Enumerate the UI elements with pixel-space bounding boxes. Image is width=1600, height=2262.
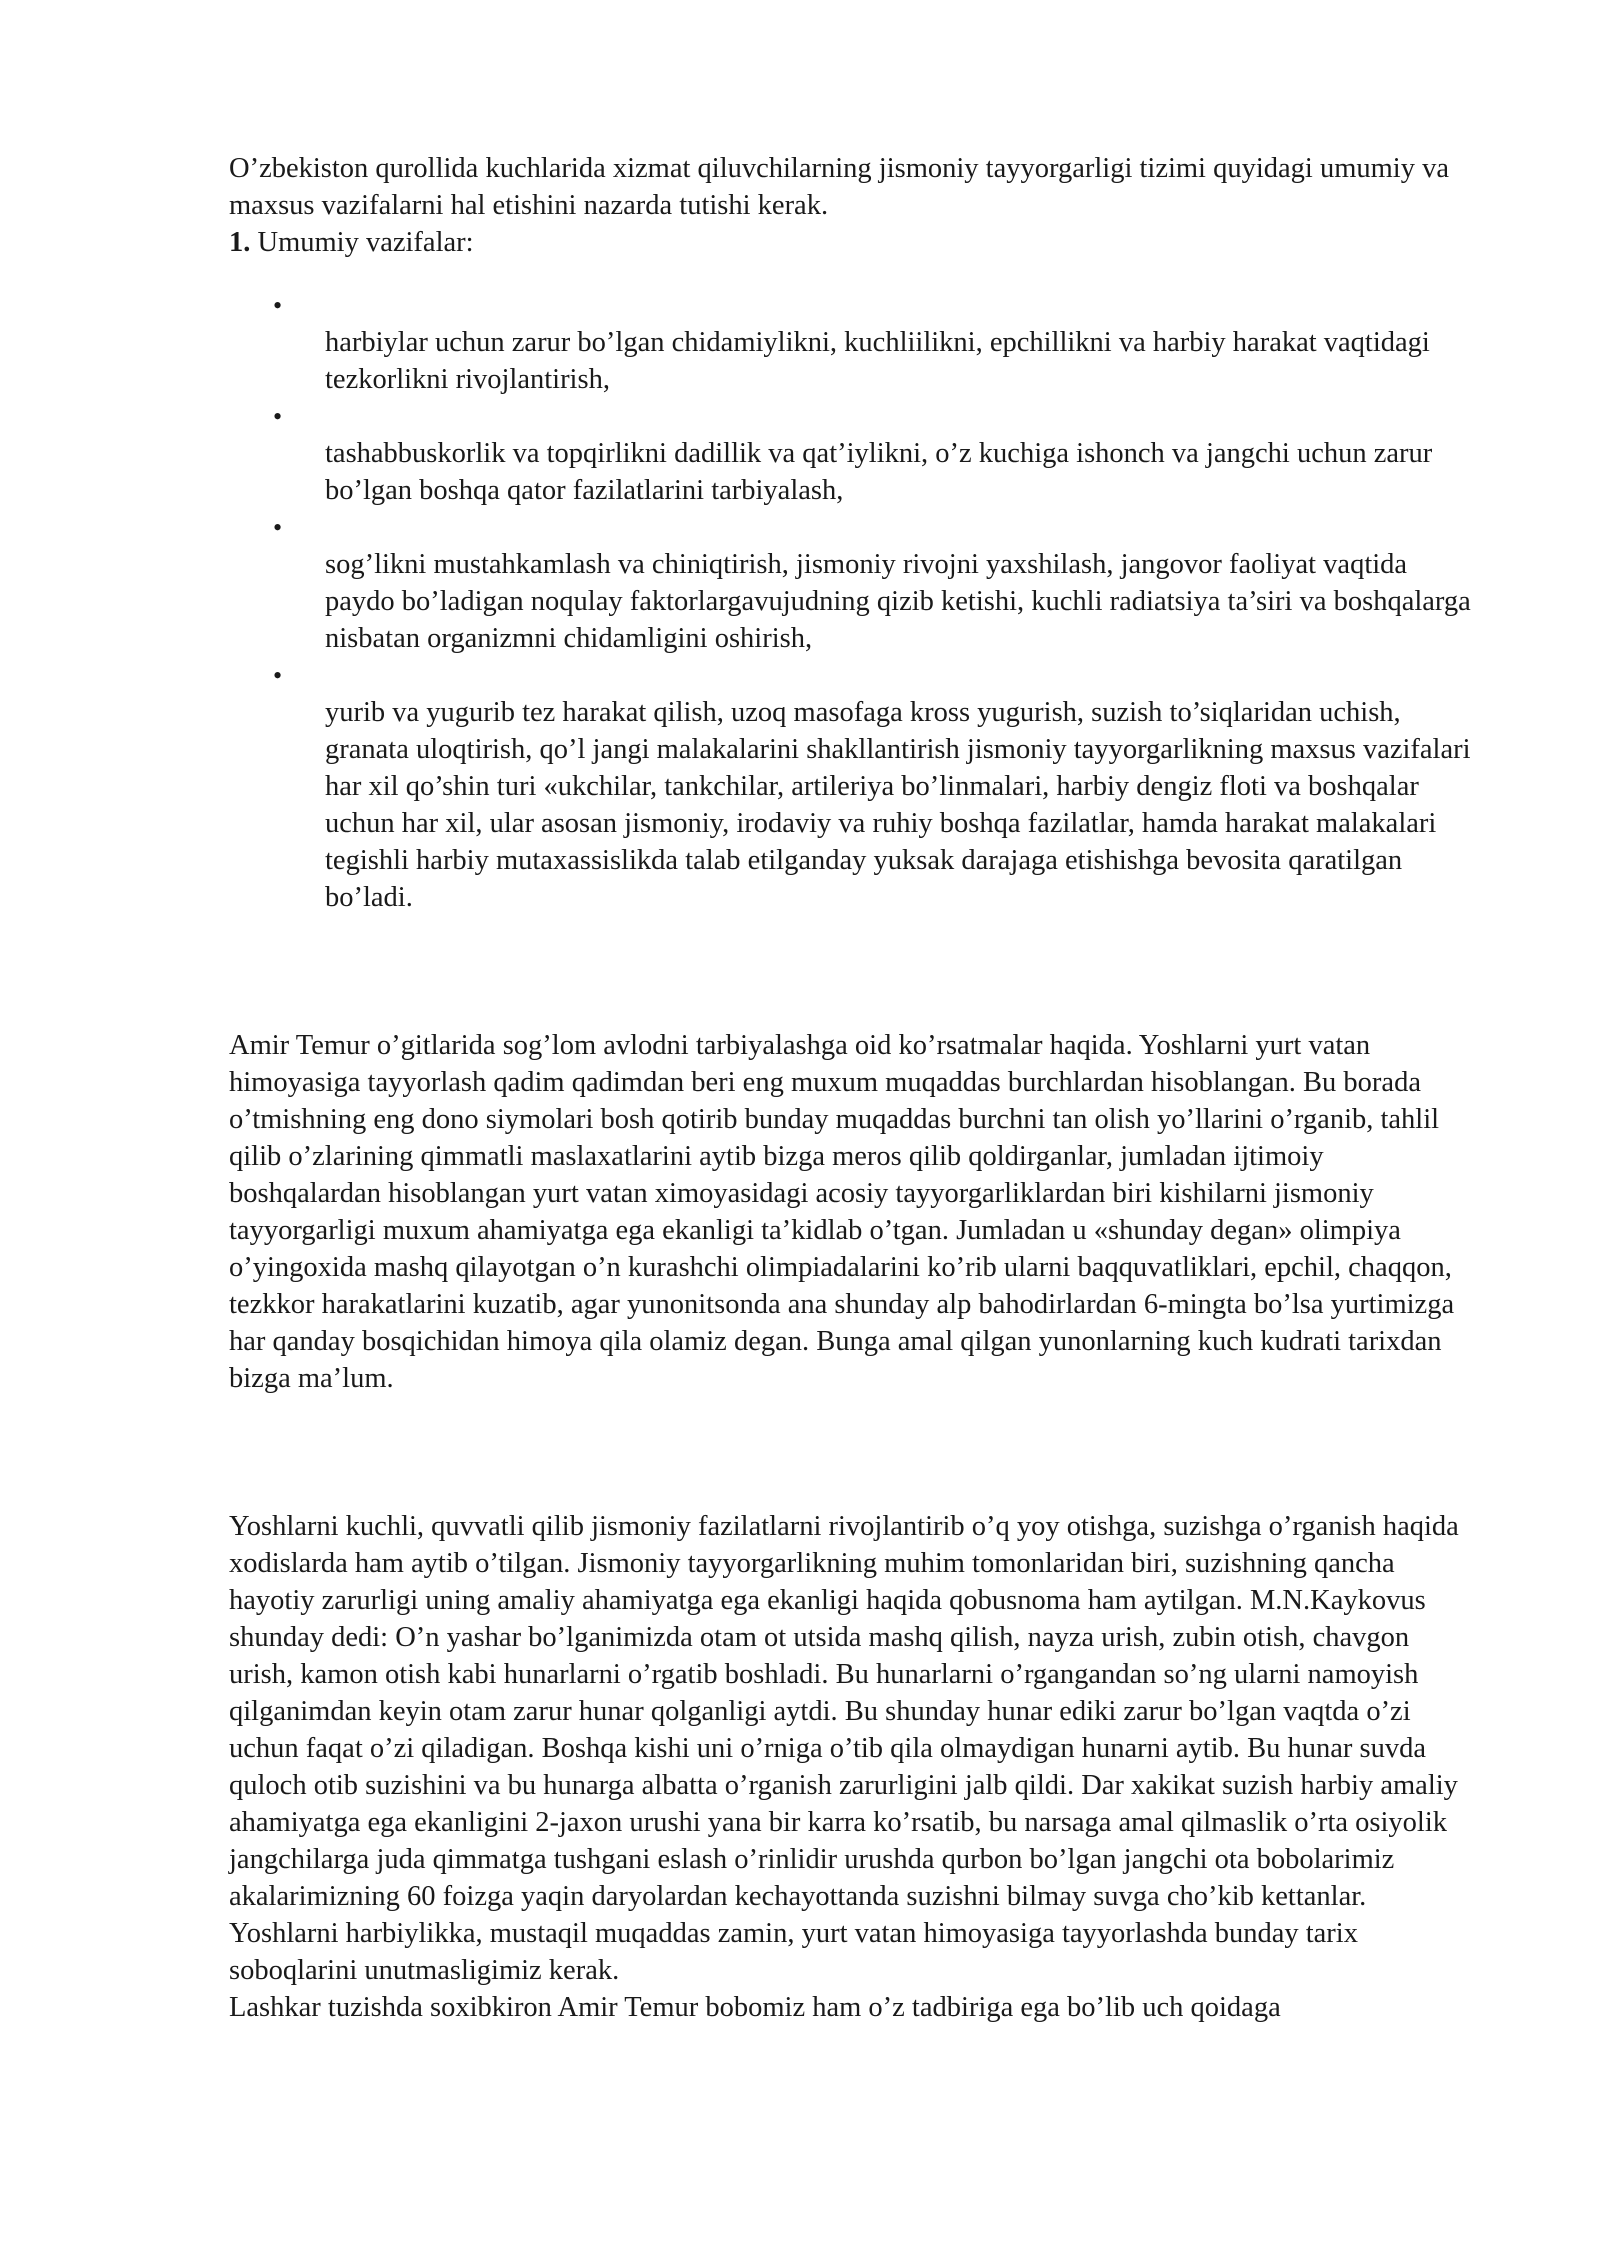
- bullet-icon: •: [273, 661, 283, 690]
- section-heading-label: Umumiy vazifalar:: [250, 227, 474, 258]
- yoshlar-paragraph: Yoshlarni kuchli, quvvatli qilib jismoniy fazilatlarni rivojlantirib o’q yoy otishga, suzishga o’rganish haqida xodislarda ham aytib o’tilgan. Jismoniy tayyorgarlikning muhim tomonlaridan biri, suzishning qancha hayotiy zarurligi uning amaliy ahamiyatga ega ekanligi haqida qobusnoma ham aytilgan. M.N.Kaykovus shunday dedi: O’n yashar bo’lganimizda otam ot utsida mashq qilish, nayza urish, zubin otish, chavgon urish, kamon otish kabi hunarlarni o’rgatib boshladi. Bu hunarlarni o’rgangandan so’ng ularni namoyish qilganimdan keyin otam zarur hunar qolganligi aytdi. Bu shunday hunar ediki zarur bo’lgan vaqtda o’zi uchun faqat o’zi qiladigan. Boshqa kishi uni o’rniga o’tib qila olmaydigan hunarni aytib. Bu hunar suvda quloch otib suzishini va bu hunarga albatta o’rganish zarurligini jalb qildi. Dar xakikat suzish harbiy amaliy ahamiyatga ega ekanligini 2-jaxon urushi yana bir karra ko’rsatib, bu narsaga amal qilmaslik o’rta osiyolik jangchilarga juda qimmatga tushgani eslash o’rinlidir urushda qurbon bo’lgan jangchi ota bobolarimiz akalarimizning 60 foizga yaqin daryolardan kechayottanda suzishni bilmay suvga cho’kib kettanlar. Yoshlarni harbiylikka, mustaqil muqaddas zamin, yurt vatan himoyasiga tayyorlashda bunday tarix soboqlarini unutmasligimiz kerak.: [229, 1511, 1459, 1986]
- bullet-icon: •: [273, 513, 283, 542]
- spacer: [229, 916, 1479, 1027]
- list-item: [229, 509, 1479, 657]
- list-item-text: yurib va yugurib tez harakat qilish, uzoq masofaga kross yugurish, suzish to’siqlaridan uchish, granata uloqtirish, qo’l jangi malakalarini shakllantirish jismoniy tayyorgarlikning maxsus vazifalari har xil qo’shin turi «ukchilar, tankchilar, artileriya bo’linmalari, harbiy dengiz floti va boshqalar uchun har xil, ular asosan jismoniy, irodaviy va ruhiy boshqa fazilatlar, hamda harakat malakalari tegishli harbiy mutaxassislikda talab etilganday yuksak darajaga etishishga bevosita qaratilgan bo’ladi.: [325, 697, 1471, 913]
- amir-temur-paragraph: Amir Temur o’gitlarida sog’lom avlodni tarbiyalashga oid ko’rsatmalar haqida. Yoshlarni yurt vatan himoyasiga tayyorlash qadim qadimdan beri eng muxum muqaddas burchlardan hisoblangan. Bu borada o’tmishning eng dono siymolari bosh qotirib bunday muqaddas burchni tan olish yo’llarini o’rganib, tahlil qilib o’zlarining qimmatli maslaxatlarini aytib bizga meros qilib qoldirganlar, jumladan ijtimoiy boshqalardan hisoblangan yurt vatan ximoyasidagi acosiy tayyorgarliklardan biri kishilarni jismoniy tayyorgarligi muxum ahamiyatga ega ekanligi ta’kidlab o’tgan. Jumladan u «shunday degan» olimpiya o’yingoxida mashq qilayotgan o’n kurashchi olimpiadalarini ko’rib ularni baqquvatliklari, epchil, chaqqon, tezkkor harakatlarini kuzatib, agar yunonitsonda ana shunday alp bahodirlardan 6-mingta bo’lsa yurtimizga har qanday bosqichidan himoya qila olamiz degan. Bunga amal qilgan yunonlarning kuch kudrati tarixdan bizga ma’lum.: [229, 1030, 1455, 1394]
- bullet-icon: •: [273, 291, 283, 320]
- list-item-text: tashabbuskorlik va topqirlikni dadillik va qat’iylikni, o’z kuchiga ishonch va jangchi uchun zarur bo’lgan boshqa qator fazilatlarini tarbiyalash,: [325, 438, 1433, 506]
- spacer: [229, 1397, 1479, 1508]
- list-item-text: sog’likni mustahkamlash va chiniqtirish, jismoniy rivojni yaxshilash, jangovor faoliyat vaqtida paydo bo’ladigan noqulay faktorlargavujudning qizib ketishi, kuchli radiatsiya ta’siri va boshqalarga nisbatan organizmni chidamligini oshirish,: [325, 549, 1471, 654]
- list-item: [229, 657, 1479, 916]
- list-item: [229, 398, 1479, 509]
- general-tasks-list: [229, 287, 1479, 916]
- intro-paragraph: O’zbekiston qurollida kuchlarida xizmat qiluvchilarning jismoniy tayyorgarligi tizimi quyidagi umumiy va maxsus vazifalarni hal etishini nazarda tutishi kerak.: [229, 153, 1449, 221]
- section-heading: [229, 224, 1479, 261]
- document-body: [229, 150, 1479, 2026]
- section-heading-number: 1.: [229, 227, 251, 258]
- lashkar-paragraph: Lashkar tuzishda soxibkiron Amir Temur bobomiz ham o’z tadbiriga ega bo’lib uch qoidaga: [229, 1992, 1281, 2023]
- list-item-text: harbiylar uchun zarur bo’lgan chidamiylikni, kuchliilikni, epchillikni va harbiy harakat vaqtidagi tezkorlikni rivojlantirish,: [325, 327, 1430, 395]
- bullet-icon: •: [273, 402, 283, 431]
- list-item: [229, 287, 1479, 398]
